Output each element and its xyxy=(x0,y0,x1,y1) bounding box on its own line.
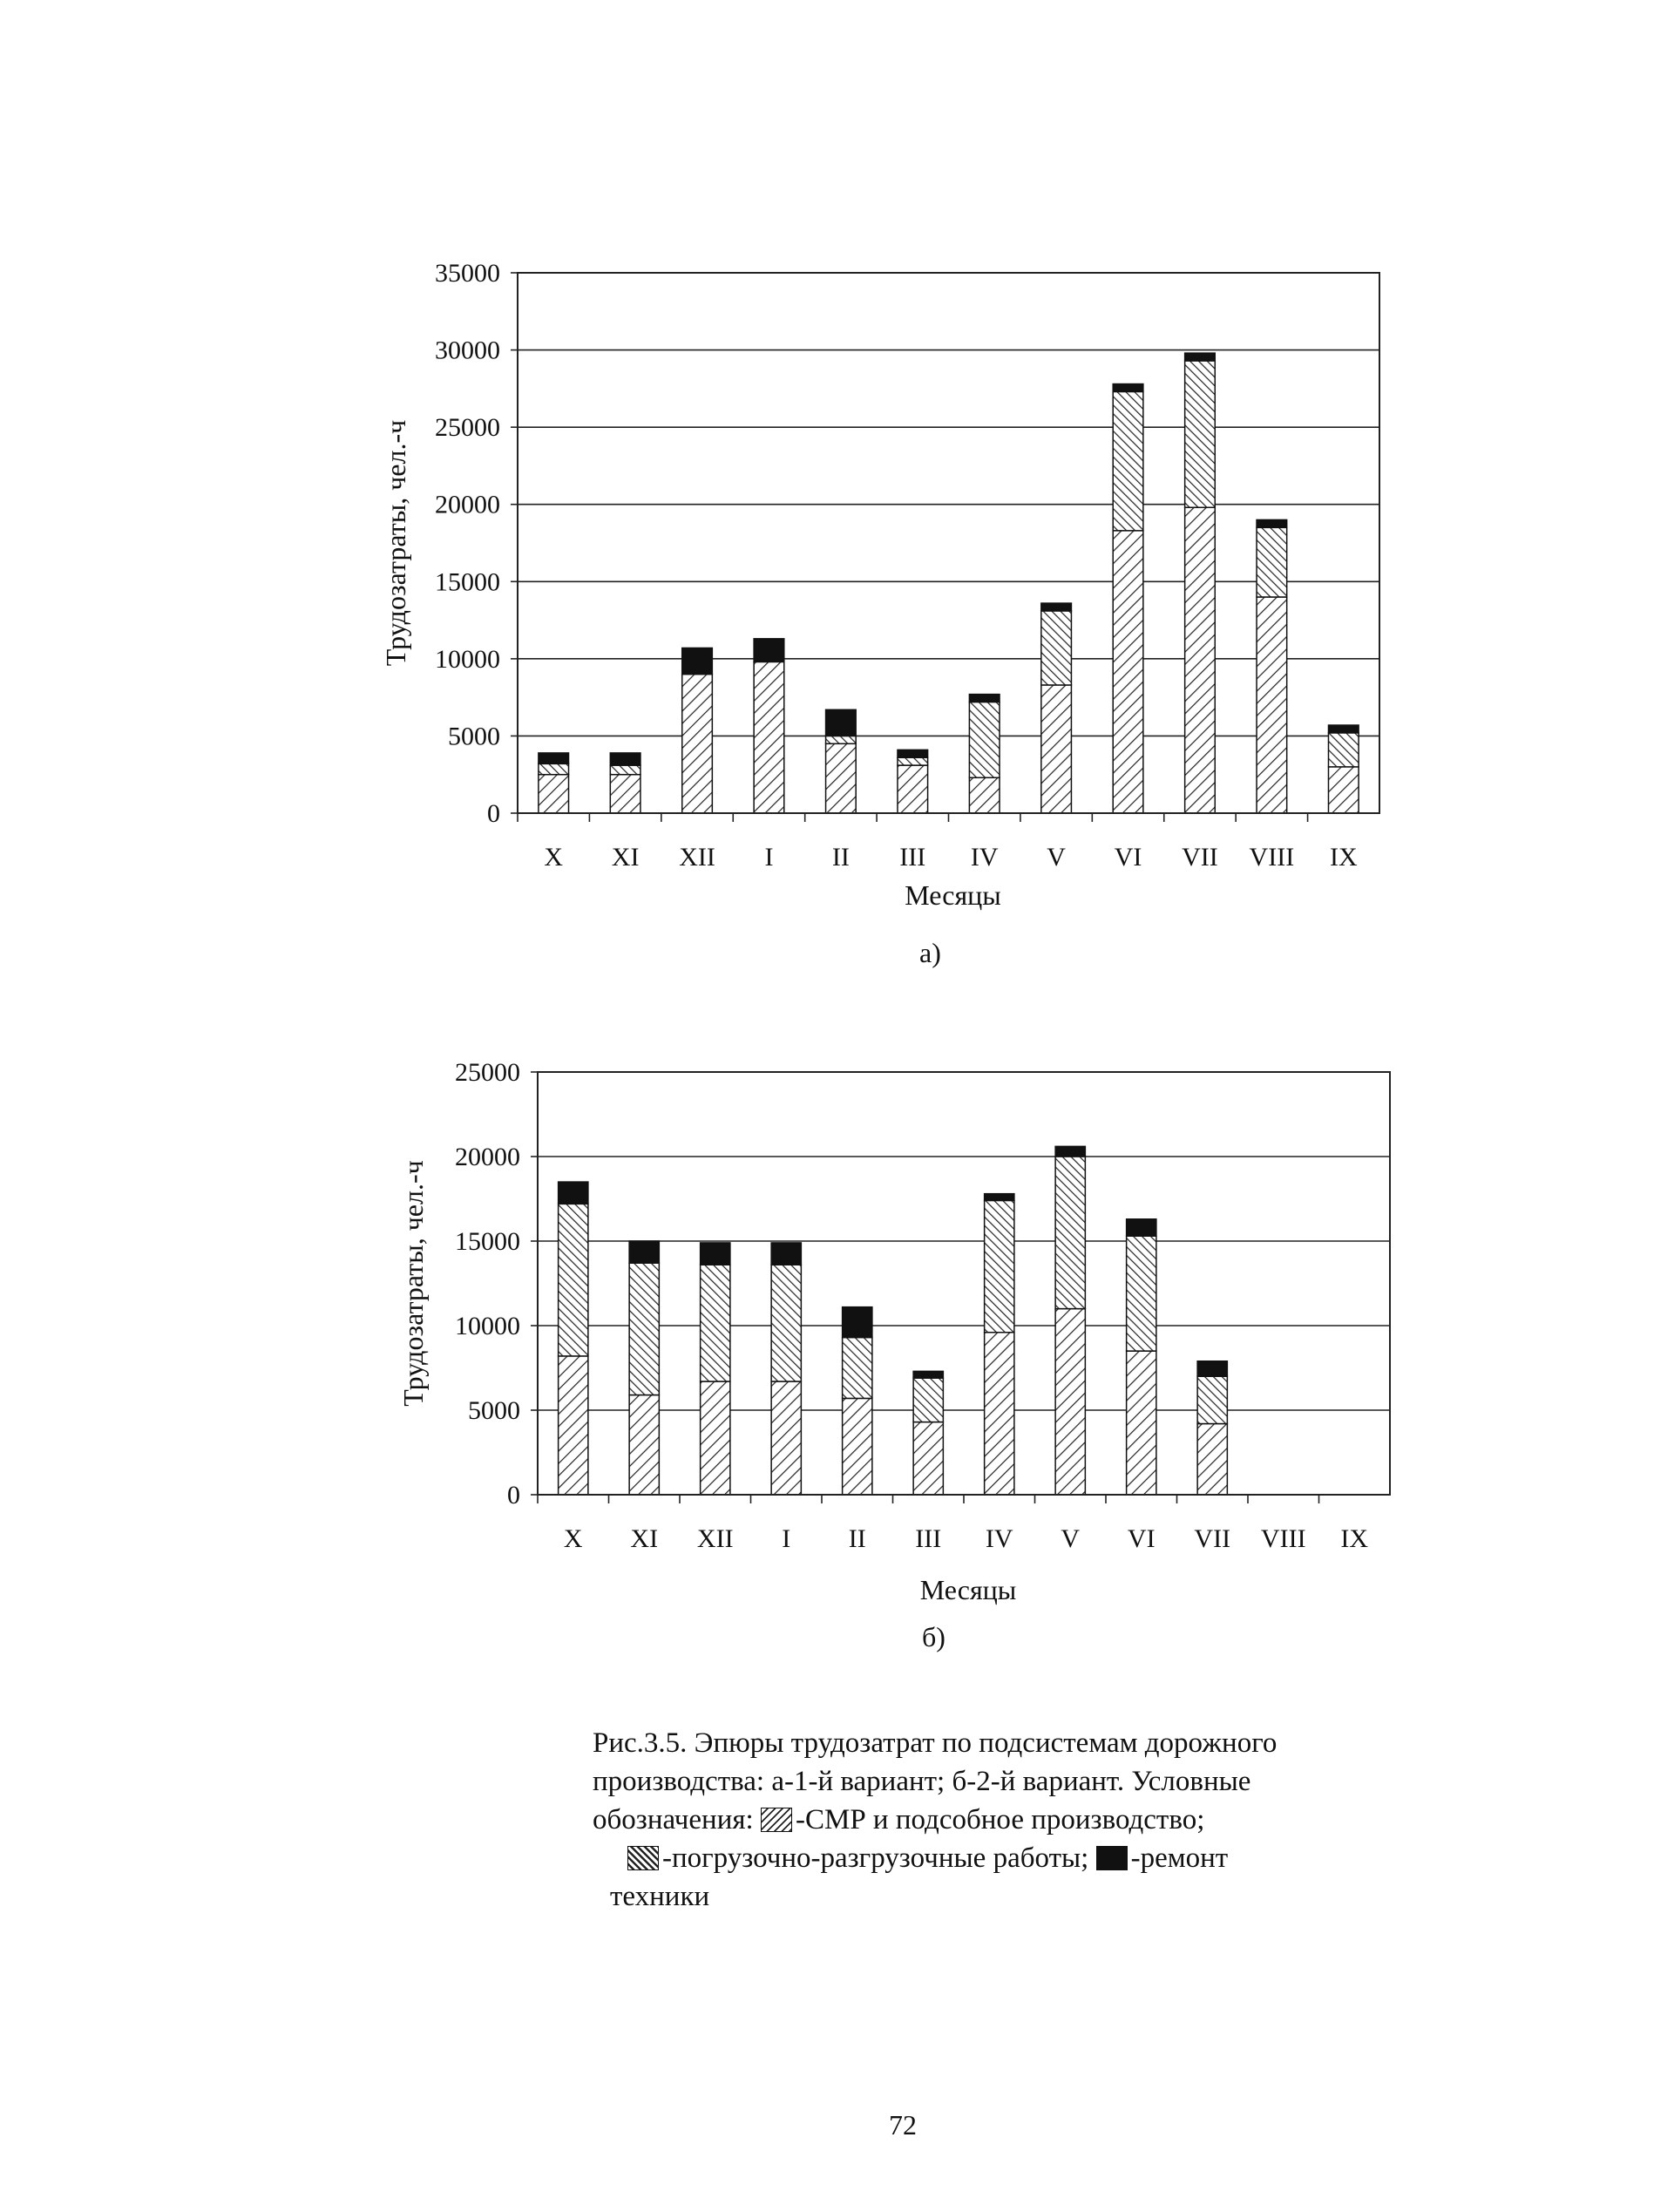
chart-b-bar-load-XII xyxy=(701,1265,730,1381)
smr-legend-swatch xyxy=(761,1808,792,1832)
chart-b-bar-repair-V xyxy=(1055,1146,1085,1157)
chart-b-bar-smr-VI xyxy=(1127,1351,1156,1495)
chart-a-y-tick-label: 35000 xyxy=(435,259,500,288)
chart-b-bar-repair-VII xyxy=(1197,1361,1227,1376)
chart-a-x-axis-title: Месяцы xyxy=(905,879,1001,911)
chart-b-bar-repair-X xyxy=(559,1182,588,1204)
page-number: 72 xyxy=(889,2109,917,2141)
chart-b-x-tick-label: III xyxy=(915,1524,942,1553)
chart-b-panel-label: б) xyxy=(922,1621,945,1652)
chart-a-x-tick-label: VIII xyxy=(1249,843,1295,872)
chart-a-x-tick-label: XII xyxy=(679,843,715,872)
chart-b-y-tick-label: 10000 xyxy=(455,1312,520,1340)
chart-b-plot-frame xyxy=(538,1072,1390,1495)
chart-b-bar-repair-VI xyxy=(1127,1219,1156,1236)
chart-b-x-tick-label: VIII xyxy=(1260,1524,1306,1553)
chart-b-bar-load-IV xyxy=(985,1200,1014,1332)
chart-a-x-tick-label: II xyxy=(831,843,850,872)
chart-b-bar-load-VII xyxy=(1197,1376,1227,1423)
chart-a-y-tick-label: 0 xyxy=(487,799,500,828)
chart-b-bar-repair-XI xyxy=(629,1241,659,1263)
chart-b-x-tick-label: V xyxy=(1061,1524,1081,1553)
chart-b-y-tick-label: 0 xyxy=(507,1481,520,1510)
chart-a-panel-label: а) xyxy=(919,937,941,968)
chart-b-bar-load-V xyxy=(1055,1157,1085,1309)
figure-caption xyxy=(593,1724,1377,1916)
chart-a-x-tick-label: III xyxy=(899,843,926,872)
chart-b-bar-smr-XII xyxy=(701,1381,730,1495)
chart-a-y-tick-label: 20000 xyxy=(435,490,500,519)
chart-b-bar-load-VI xyxy=(1127,1236,1156,1351)
chart-b-bar-smr-XI xyxy=(629,1395,659,1495)
chart-a-y-tick-label: 30000 xyxy=(435,336,500,365)
chart-a-y-tick-label: 5000 xyxy=(448,722,500,751)
chart-b-bar-smr-VII xyxy=(1197,1424,1227,1495)
chart-b-bar-load-III xyxy=(913,1378,943,1422)
chart-b-x-tick-label: IV xyxy=(985,1524,1013,1553)
chart-b-bar-repair-III xyxy=(913,1371,943,1378)
chart-a-x-tick-label: VII xyxy=(1182,843,1218,872)
chart-b-y-tick-label: 25000 xyxy=(455,1058,520,1087)
chart-b-x-tick-label: II xyxy=(848,1524,866,1553)
chart-b-x-tick-label: XI xyxy=(630,1524,659,1553)
chart-b-bar-smr-II xyxy=(843,1398,872,1495)
chart-a-y-tick-label: 10000 xyxy=(435,644,500,674)
chart-b-y-tick-label: 20000 xyxy=(455,1143,520,1171)
chart-b-y-tick-label: 15000 xyxy=(455,1227,520,1256)
chart-a-x-tick-label: I xyxy=(764,843,774,872)
chart-a-y-tick-label: 25000 xyxy=(435,413,500,443)
chart-b-y-tick-label: 5000 xyxy=(468,1396,520,1425)
caption-line-3 xyxy=(593,1801,1377,1839)
chart-b-x-tick-label: VII xyxy=(1194,1524,1231,1553)
chart-b-bar-load-I xyxy=(771,1265,801,1381)
caption-line-5: техники xyxy=(610,1881,710,1912)
chart-b-x-tick-label: I xyxy=(782,1524,791,1553)
chart-b-bar-repair-IV xyxy=(985,1194,1014,1201)
chart-a-x-tick-label: VI xyxy=(1114,843,1142,872)
caption-line-4-mid: -погрузочно-разгрузочные работы; xyxy=(662,1842,1096,1874)
loading-legend-swatch xyxy=(627,1846,659,1870)
chart-a-x-tick-label: XI xyxy=(611,843,640,872)
chart-a-x-tick-label: V xyxy=(1047,843,1066,872)
caption-line-4-suffix: -ремонт xyxy=(1130,1842,1229,1874)
chart-b-bar-smr-IV xyxy=(985,1333,1014,1495)
chart-a-x-tick-label: IX xyxy=(1329,843,1358,872)
chart-b-bar-load-X xyxy=(559,1204,588,1356)
chart-b-x-tick-label: VI xyxy=(1127,1524,1156,1553)
chart-b-bar-repair-XII xyxy=(701,1243,730,1265)
chart-b-y-axis-title: Трудозатраты, чел.-ч xyxy=(397,1160,429,1407)
chart-b-bar-repair-I xyxy=(771,1243,801,1265)
chart-a-y-tick-label: 15000 xyxy=(435,567,500,597)
repair-legend-swatch xyxy=(1096,1846,1128,1870)
chart-b-bar-repair-II xyxy=(843,1307,872,1338)
chart-b-bar-smr-X xyxy=(559,1356,588,1495)
chart-b-x-tick-label: XII xyxy=(696,1524,734,1553)
caption-line-1: Рис.3.5. Эпюры трудозатрат по подсистемам дорожного xyxy=(593,1727,1278,1759)
chart-a-x-tick-label: X xyxy=(544,843,564,872)
caption-line-3-suffix: -СМР и подсобное производство; xyxy=(795,1804,1205,1835)
chart-b-bar-smr-I xyxy=(771,1381,801,1495)
chart-a-y-axis-title: Трудозатраты, чел.-ч xyxy=(380,419,411,667)
caption-line-2: производства: а-1-й вариант; б-2-й вариант. Условные xyxy=(593,1766,1251,1797)
chart-b-x-tick-label: IX xyxy=(1340,1524,1369,1553)
chart-b-bar-smr-V xyxy=(1055,1309,1085,1495)
chart-b-bar-load-II xyxy=(843,1338,872,1399)
caption-line-3-prefix: обозначения: xyxy=(593,1804,761,1835)
chart-b-x-axis-title: Месяцы xyxy=(919,1574,1017,1605)
caption-line-4 xyxy=(593,1839,1377,1877)
chart-b-bar-smr-III xyxy=(913,1422,943,1495)
chart-b-bar-load-XI xyxy=(629,1263,659,1394)
chart-b-x-tick-label: X xyxy=(563,1524,583,1553)
chart-a-x-tick-label: IV xyxy=(970,843,999,872)
